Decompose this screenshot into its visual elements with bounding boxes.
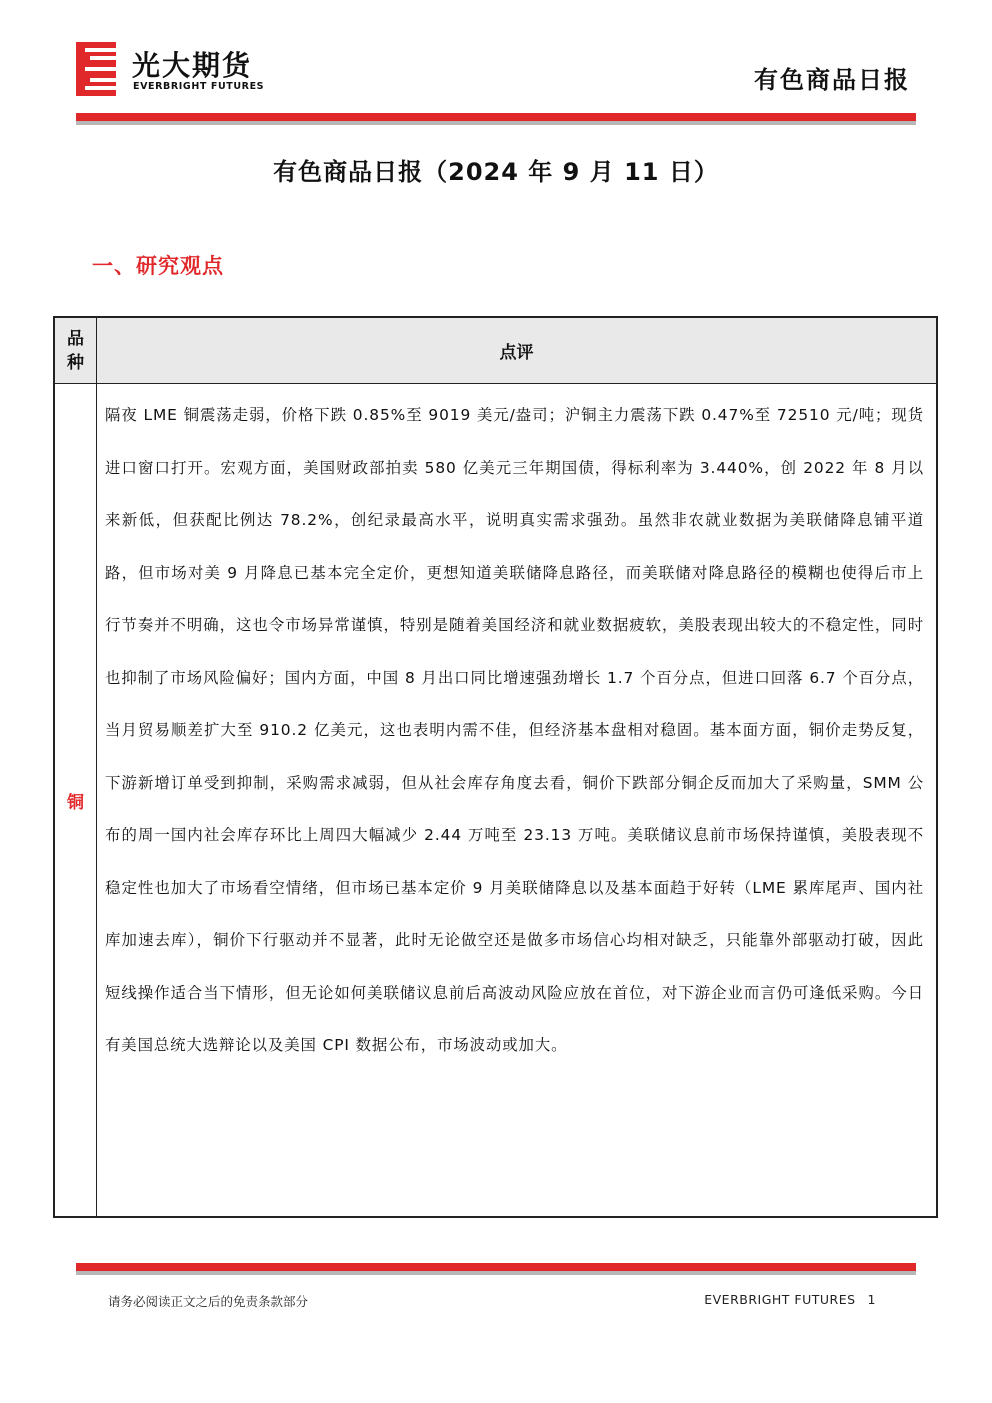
everbright-logo-icon xyxy=(76,42,116,96)
header-divider xyxy=(76,113,916,125)
footer-disclaimer: 请务必阅读正文之后的免责条款部分 xyxy=(108,1294,309,1309)
footer-divider xyxy=(76,1263,916,1275)
logo-name-en: EVERBRIGHT FUTURES xyxy=(133,81,265,92)
page-number: 1 xyxy=(867,1292,876,1307)
document-title: 有色商品日报（2024 年 9 月 11 日） xyxy=(273,158,719,186)
header-report-name: 有色商品日报 xyxy=(754,66,910,94)
footer-company-page xyxy=(704,1292,876,1307)
research-view-table xyxy=(53,316,938,1218)
table-header-comment: 点评 xyxy=(97,318,936,384)
table-header-variety xyxy=(55,318,97,384)
company-logo xyxy=(76,42,296,98)
logo-name-cn: 光大期货 xyxy=(132,49,253,82)
footer-company: EVERBRIGHT FUTURES xyxy=(704,1292,856,1307)
table-cell-variety: 铜 xyxy=(55,384,97,1216)
table-header-variety-label: 品种 xyxy=(67,328,84,373)
table-cell-comment: 隔夜 LME 铜震荡走弱，价格下跌 0.85%至 9019 美元/盎司；沪铜主力震荡下跌 0.47%至 72510 元/吨；现货进口窗口打开。宏观方面，美国财政部拍卖 580 亿美元三年期国债，得标利率为 3.440%，创 2022 年 8 月以来新低，但获配比例达 78.2%，创纪录最高水平，说明真实需求强劲。虽然非农就业数据为美联储降息铺平道路，但市场对美 9 月降息已基本完全定价，更想知道美联储降息路径，而美联储对降息路径的模糊也使得后市上行节奏并不明确，这也令市场异常谨慎，特别是随着美国经济和就业数据疲软，美股表现出较大的不稳定性，同时也抑制了市场风险偏好；国内方面，中国 8 月出口同比增速强劲增长 1.7 个百分点，但进口回落 6.7 个百分点，当月贸易顺差扩大至 910.2 亿美元，这也表明内需不佳，但经济基本盘相对稳固。基本面方面，铜价走势反复，下游新增订单受到抑制，采购需求减弱，但从社会库存角度去看，铜价下跌部分铜企反而加大了采购量，SMM 公布的周一国内社会库存环比上周四大幅减少 2.44 万吨至 23.13 万吨。美联储议息前市场保持谨慎，美股表现不稳定性也加大了市场看空情绪，但市场已基本定价 9 月美联储降息以及基本面趋于好转（LME 累库尾声、国内社库加速去库），铜价下行驱动并不显著，此时无论做空还是做多市场信心均相对缺乏，只能靠外部驱动打破，因此短线操作适合当下情形，但无论如何美联储议息前后高波动风险应放在首位，对下游企业而言仍可逢低采购。今日有美国总统大选辩论以及美国 CPI 数据公布，市场波动或加大。 xyxy=(105,406,924,1054)
section-heading: 一、研究观点 xyxy=(92,254,224,278)
